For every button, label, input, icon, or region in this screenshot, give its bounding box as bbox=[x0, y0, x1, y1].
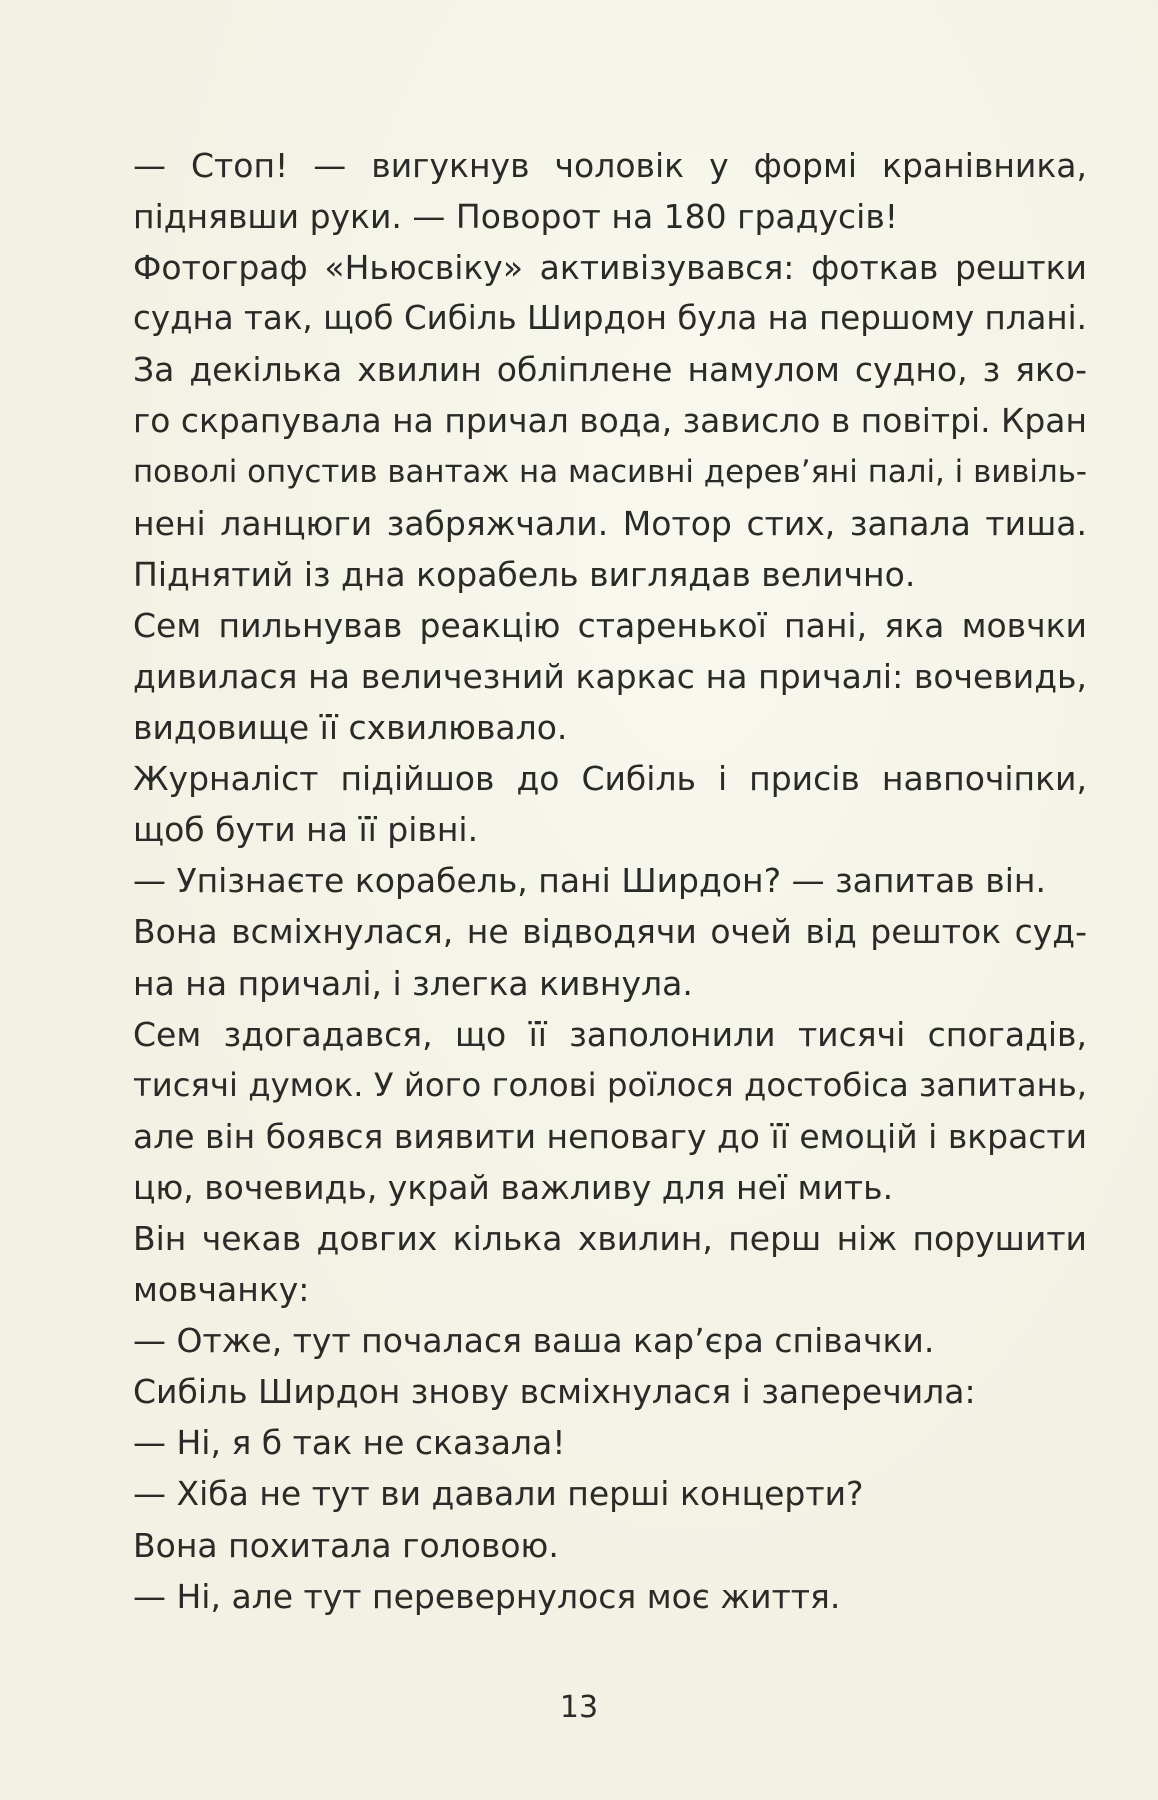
text-line: Він чекав довгих кілька хвилин, перш ніж порушити bbox=[133, 1218, 1087, 1258]
page-number: 13 bbox=[559, 1690, 599, 1725]
text-line: За декілька хвилин обліплене намулом судно, з яко- bbox=[133, 350, 1087, 390]
text-line: — Стоп! — вигукнув чоловік у формі кранівника, bbox=[133, 146, 1087, 185]
text-line: поволі опустив вантаж на масивні дерев’яні палі, і вивіль- bbox=[133, 453, 1087, 490]
text-line: Сибіль Ширдон знову всміхнулася і заперечила: bbox=[133, 1372, 976, 1412]
text-line: видовище її схвилювало. bbox=[133, 708, 568, 748]
text-line: цю, вочевидь, украй важливу для неї мить. bbox=[133, 1167, 894, 1207]
text-line: тисячі думок. У його голові роїлося достобіса запитань, bbox=[133, 1065, 1087, 1104]
text-line: щоб бути на її рівні. bbox=[133, 810, 479, 850]
text-line: нені ланцюги забряжчали. Мотор стих, запала тиша. bbox=[133, 503, 1087, 543]
text-line: — Ні, я б так не сказала! bbox=[133, 1423, 566, 1463]
text-line: але він боявся виявити неповагу до її емоцій і вкрасти bbox=[133, 1116, 1087, 1156]
text-line: Журналіст підійшов до Сибіль і присів навпочіпки, bbox=[133, 759, 1087, 799]
page-text bbox=[133, 140, 1087, 1622]
text-line: Вона всміхнулася, не відводячи очей від решток суд- bbox=[133, 912, 1087, 952]
text-line: на на причалі, і злегка кивнула. bbox=[133, 963, 693, 1003]
text-line: го скрапувала на причал вода, зависло в повітрі. Кран bbox=[133, 401, 1087, 441]
text-line: піднявши руки. — Поворот на 180 градусів! bbox=[133, 197, 898, 237]
text-line: — Хіба не тут ви давали перші концерти? bbox=[133, 1474, 864, 1514]
text-line: дивилася на величезний каркас на причалі: вочевидь, bbox=[133, 656, 1087, 696]
text-line: мовчанку: bbox=[133, 1270, 310, 1310]
text-line: Фотограф «Ньюсвіку» активізувався: фоткав рештки bbox=[133, 248, 1087, 288]
text-line: Вона похитала головою. bbox=[133, 1525, 559, 1565]
text-line: судна так, щоб Сибіль Ширдон була на першому плані. bbox=[133, 299, 1087, 338]
text-line: — Ні, але тут перевернулося моє життя. bbox=[133, 1576, 841, 1616]
text-line: — Упізнаєте корабель, пані Ширдон? — запитав він. bbox=[133, 861, 1046, 901]
text-line: Сем здогадався, що її заполонили тисячі спогадів, bbox=[133, 1014, 1087, 1054]
text-line: — Отже, тут почалася ваша кар’єра співачки. bbox=[133, 1321, 935, 1361]
text-line: Піднятий із дна корабель виглядав велично. bbox=[133, 554, 916, 594]
text-line: Сем пильнував реакцію старенької пані, яка мовчки bbox=[133, 605, 1087, 645]
